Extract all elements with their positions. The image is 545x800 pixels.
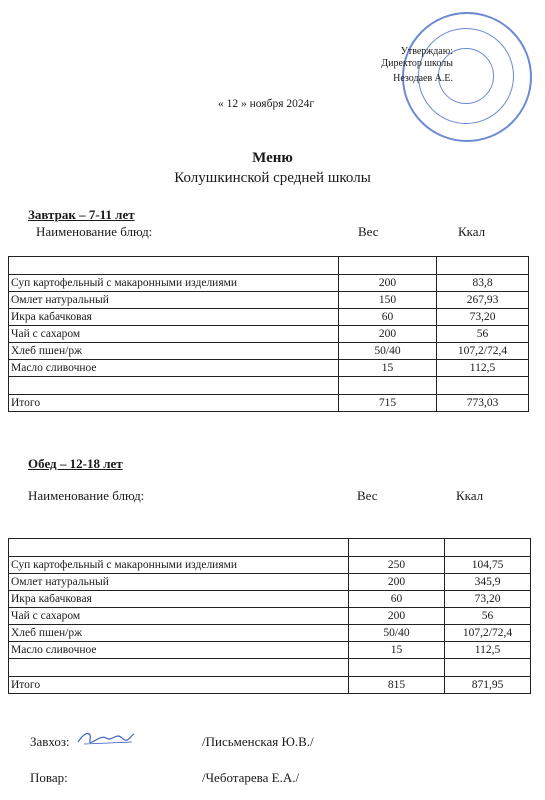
breakfast-col-kcal: Ккал xyxy=(458,224,486,239)
zavhoz-label: Завхоз: xyxy=(30,734,70,749)
dish-name: Омлет натуральный xyxy=(9,574,349,591)
table-row xyxy=(9,360,529,377)
dish-name: Хлеб пшен/рж xyxy=(9,625,349,642)
table-row xyxy=(9,659,531,677)
dish-name: Икра кабачковая xyxy=(9,309,339,326)
dish-name: Суп картофельный с макаронными изделиями xyxy=(9,557,349,574)
lunch-col-name: Наименование блюд: xyxy=(28,488,145,503)
page-title: Меню xyxy=(252,150,293,166)
lunch-heading: Обед – 12-18 лет xyxy=(28,456,123,471)
dish-kcal: 112,5 xyxy=(445,642,531,659)
table-row xyxy=(9,539,531,557)
dish-name: Чай с сахаром xyxy=(9,608,349,625)
zavhoz-signature xyxy=(76,728,136,748)
table-row xyxy=(9,309,529,326)
table-row xyxy=(9,275,529,292)
povar-name: /Чеботарева Е.А./ xyxy=(202,770,300,785)
table-row xyxy=(9,257,529,275)
total-row xyxy=(9,395,529,412)
table-row xyxy=(9,343,529,360)
total-row xyxy=(9,677,531,694)
page-subtitle: Колушкинской средней школы xyxy=(174,170,371,186)
dish-weight: 150 xyxy=(339,292,437,309)
dish-kcal: 56 xyxy=(445,608,531,625)
lunch-col-weight: Вес xyxy=(357,488,378,503)
document-date: « 12 » ноября 2024г xyxy=(218,98,315,110)
dish-name: Чай с сахаром xyxy=(9,326,339,343)
dish-kcal: 83,8 xyxy=(437,275,529,292)
table-row xyxy=(9,625,531,642)
total-label: Итого xyxy=(9,677,349,694)
total-label: Итого xyxy=(9,395,339,412)
table-row xyxy=(9,608,531,625)
lunch-table xyxy=(8,538,531,694)
dish-weight: 50/40 xyxy=(349,625,445,642)
dish-kcal: 73,20 xyxy=(445,591,531,608)
dish-weight: 60 xyxy=(349,591,445,608)
zavhoz-name: /Письменская Ю.В./ xyxy=(202,734,314,749)
breakfast-heading: Завтрак – 7-11 лет xyxy=(28,207,135,222)
total-kcal: 773,03 xyxy=(437,395,529,412)
dish-weight: 50/40 xyxy=(339,343,437,360)
povar-label: Повар: xyxy=(30,770,68,785)
dish-name: Хлеб пшен/рж xyxy=(9,343,339,360)
approval-line-1: Утверждаю: xyxy=(400,46,453,57)
table-row xyxy=(9,292,529,309)
dish-weight: 60 xyxy=(339,309,437,326)
dish-weight: 200 xyxy=(349,608,445,625)
dish-weight: 15 xyxy=(349,642,445,659)
dish-name: Масло сливочное xyxy=(9,642,349,659)
dish-kcal: 56 xyxy=(437,326,529,343)
table-row xyxy=(9,574,531,591)
dish-weight: 200 xyxy=(339,275,437,292)
approval-line-2: Директор школы xyxy=(381,58,453,69)
lunch-col-kcal: Ккал xyxy=(456,488,484,503)
dish-name: Омлет натуральный xyxy=(9,292,339,309)
dish-weight: 15 xyxy=(339,360,437,377)
approval-line-3: Незодаев А.Е. xyxy=(393,73,453,84)
dish-name: Масло сливочное xyxy=(9,360,339,377)
table-row xyxy=(9,377,529,395)
table-row xyxy=(9,642,531,659)
breakfast-table xyxy=(8,256,529,412)
table-row xyxy=(9,591,531,608)
breakfast-col-name: Наименование блюд: xyxy=(36,224,153,239)
dish-weight: 200 xyxy=(339,326,437,343)
dish-kcal: 112,5 xyxy=(437,360,529,377)
total-weight: 815 xyxy=(349,677,445,694)
dish-name: Икра кабачковая xyxy=(9,591,349,608)
table-row xyxy=(9,557,531,574)
dish-weight: 200 xyxy=(349,574,445,591)
dish-kcal: 345,9 xyxy=(445,574,531,591)
dish-kcal: 73,20 xyxy=(437,309,529,326)
dish-kcal: 107,2/72,4 xyxy=(445,625,531,642)
breakfast-col-weight: Вес xyxy=(358,224,379,239)
dish-kcal: 267,93 xyxy=(437,292,529,309)
approval-block xyxy=(381,46,453,85)
dish-name: Суп картофельный с макаронными изделиями xyxy=(9,275,339,292)
total-kcal: 871,95 xyxy=(445,677,531,694)
total-weight: 715 xyxy=(339,395,437,412)
dish-weight: 250 xyxy=(349,557,445,574)
table-row xyxy=(9,326,529,343)
dish-kcal: 107,2/72,4 xyxy=(437,343,529,360)
dish-kcal: 104,75 xyxy=(445,557,531,574)
